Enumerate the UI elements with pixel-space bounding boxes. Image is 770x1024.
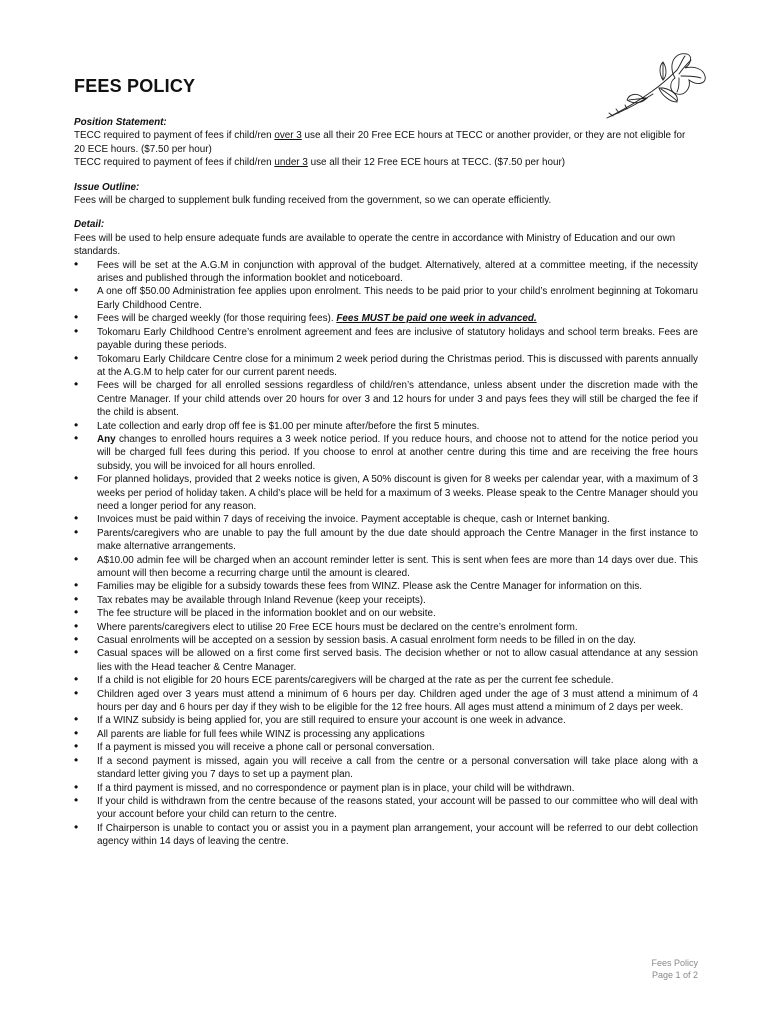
page-number: Page 1 of 2 (651, 970, 698, 980)
list-item: • For planned holidays, provided that 2 weeks notice is given, A 50% discount is given for 8 weeks per calendar year, with a maximum of 3 weeks per period of holiday taken. A child’s place will be held for a maximum of 3 weeks. Please speak to the Centre Manager should you need a longer period for any reason. (74, 473, 698, 513)
footer-title: Fees Policy (651, 958, 698, 968)
list-item: • Fees will be charged for all enrolled sessions regardless of child/ren’s attendance, unless absent under the discretion made with the Centre Manager. If your child attends over 20 hours for over 3 and 12 hours for under 3 and pays fees they will still be charged the fee if the child is absent. (74, 379, 698, 419)
list-item: • If a third payment is missed, and no correspondence or payment plan is in place, your child will be withdrawn. (74, 782, 698, 795)
list-item: • Where parents/caregivers elect to utilise 20 Free ECE hours must be declared on the centre’s enrolment form. (74, 621, 698, 634)
advance-payment-emphasis: Fees MUST be paid one week in advanced. (336, 313, 537, 325)
list-item: • Late collection and early drop off fee is $1.00 per minute after/before the first 5 minutes. (74, 420, 698, 433)
list-item: • Tokomaru Early Childhood Centre’s enrolment agreement and fees are inclusive of statutory holidays and school term breaks. Fees are payable during these periods. (74, 326, 698, 353)
list-item: • Children aged over 3 years must attend a minimum of 6 hours per day. Children aged under the age of 3 must attend a minimum of 4 hours per day and 6 hours per day if they wish to be eligible for the 12 free hours. All ages must attend a minimum of 2 days per week. (74, 688, 698, 715)
list-item: • A$10.00 admin fee will be charged when an account reminder letter is sent. This is sent when fees are more than 14 days over due. This amount will then become a recurring charge until the amount is cleared. (74, 554, 698, 581)
detail-heading: Detail: (74, 219, 105, 231)
issue-outline-text: Fees will be charged to supplement bulk funding received from the government, so we can operate efficiently. (74, 195, 552, 207)
position-statement-line-1: TECC required to payment of fees if child/ren over 3 use all their 20 Free ECE hours at TECC or another provider, or they are not eligible for 20 ECE hours. ($7.50 per hour) (74, 130, 686, 155)
detail-bullet-list (74, 259, 698, 849)
flower-illustration (603, 50, 711, 122)
list-item: • If a second payment is missed, again you will receive a call from the centre or a personal conversation will take place along with a standard letter giving you 7 days to set up a payment plan. (74, 755, 698, 782)
list-item: • If a WINZ subsidy is being applied for, you are still required to ensure your account is one week in advance. (74, 714, 698, 727)
list-item: • Any changes to enrolled hours requires a 3 week notice period. If you reduce hours, and choose not to attend for the notice period you will be charged full fees during this period. If you choose to enrol at another centre during this time and are receiving the free hours subsidy, you will be invoiced for all hours enrolled. (74, 433, 698, 473)
list-item: • If a payment is missed you will receive a phone call or personal conversation. (74, 741, 698, 754)
list-item: • Fees will be set at the A.G.M in conjunction with approval of the budget. Alternatively, altered at a committee meeting, if the necessity arises and published through the information booklet and noticeboard. (74, 259, 698, 286)
page-title: FEES POLICY (74, 76, 196, 96)
page-footer (651, 957, 698, 981)
issue-outline-heading: Issue Outline: (74, 181, 140, 193)
list-item: • Families may be eligible for a subsidy towards these fees from WINZ. Please ask the Centre Manager for information on this. (74, 580, 698, 593)
list-item: • All parents are liable for full fees while WINZ is processing any applications (74, 728, 698, 741)
list-item: • Fees will be charged weekly (for those requiring fees). Fees MUST be paid one week in advanced. (74, 312, 698, 325)
position-statement-heading: Position Statement: (74, 117, 167, 128)
list-item: • Casual spaces will be allowed on a first come first served basis. The decision whether or not to allow casual attendance at any session lies with the Head teacher & Centre Manager. (74, 647, 698, 674)
list-item: • If Chairperson is unable to contact you or assist you in a payment plan arrangement, your account will be referred to our debt collection agency within 14 days of leaving the centre. (74, 822, 698, 849)
list-item: • Casual enrolments will be accepted on a session by session basis. A casual enrolment form needs to be filled in on the day. (74, 634, 698, 647)
list-item: • A one off $50.00 Administration fee applies upon enrolment. This needs to be paid prior to your child’s enrolment beginning at Tokomaru Early Childhood Centre. (74, 285, 698, 312)
policy-body (74, 116, 698, 849)
any-emphasis: Any (97, 433, 116, 445)
list-item: • Invoices must be paid within 7 days of receiving the invoice. Payment acceptable is cheque, cash or Internet banking. (74, 513, 698, 526)
list-item: • Tax rebates may be available through Inland Revenue (keep your receipts). (74, 594, 698, 607)
list-item: • The fee structure will be placed in the information booklet and on our website. (74, 607, 698, 620)
position-statement-line-2: TECC required to payment of fees if child/ren under 3 use all their 12 Free ECE hours at TECC. ($7.50 per hour) (74, 157, 566, 169)
list-item: • If a child is not eligible for 20 hours ECE parents/caregivers will be charged at the rate as per the current fee schedule. (74, 674, 698, 687)
detail-intro: Fees will be used to help ensure adequate funds are available to operate the centre in accordance with Ministry of Education and our own standards. (74, 232, 676, 258)
list-item: • Tokomaru Early Childcare Centre close for a minimum 2 week period during the Christmas period. This is discussed with parents annually at the A.G.M to help cater for our current parent needs. (74, 353, 698, 380)
list-item: • If your child is withdrawn from the centre because of the reasons stated, your account will be passed to our committee who will deal with your account before your child can return to the centre. (74, 795, 698, 822)
list-item: • Parents/caregivers who are unable to pay the full amount by the due date should approach the Centre Manager in the first instance to make alternative arrangements. (74, 527, 698, 554)
